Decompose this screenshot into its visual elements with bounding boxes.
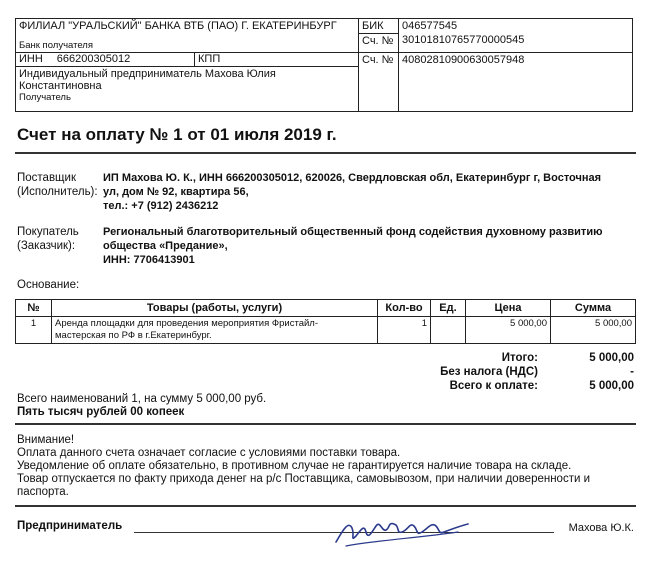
recipient-name-line1: Индивидуальный предприниматель Махова Юлия — [19, 68, 276, 81]
supplier-label: Поставщик — [17, 172, 76, 184]
col-unit-header: Ед. — [431, 300, 466, 317]
amount-due-label: Всего к оплате: — [449, 380, 538, 392]
row-name-cell — [52, 317, 378, 344]
row-num: 1 — [16, 317, 52, 344]
col-price-header: Цена — [466, 300, 551, 317]
bank-name: ФИЛИАЛ "УРАЛЬСКИЙ" БАНКА ВТБ (ПАО) Г. ЕКАТЕРИНБУРГ — [19, 20, 337, 32]
col-sum-header: Сумма — [551, 300, 636, 317]
inn-value: 666200305012 — [56, 53, 131, 66]
inn-label: ИНН — [19, 53, 43, 66]
supplier-line2: ул, дом № 92, квартира 56, — [103, 186, 249, 198]
notice-line2: Уведомление об оплате обязательно, в противном случае не гарантируется наличие товара на складе. — [17, 460, 572, 472]
buyer-label: Покупатель — [17, 226, 79, 238]
kpp-label: КПП — [198, 53, 221, 66]
vat-value: - — [630, 366, 634, 378]
bank-name-cell — [16, 19, 359, 53]
table-row — [16, 317, 636, 344]
account-value-cell — [399, 53, 633, 112]
notice-line4: паспорта. — [17, 486, 69, 498]
items-summary: Всего наименований 1, на сумму 5 000,00 руб. — [17, 393, 267, 405]
bik-corr-labels — [359, 19, 399, 53]
vat-label: Без налога (НДС) — [440, 366, 538, 378]
bik-value: 046577545 — [402, 20, 458, 32]
corr-account-value: 30101810765770000545 — [402, 34, 525, 46]
account-value: 40802810900630057948 — [402, 54, 525, 67]
row-name-line2: мастерская по РФ в г.Екатеринбург. — [55, 330, 212, 341]
row-name-line1: Аренда площадки для проведения мероприятия Фристайл- — [55, 318, 319, 329]
buyer-label-sub: (Заказчик): — [17, 240, 76, 252]
col-qty-header: Кол-во — [378, 300, 431, 317]
col-name-header: Товары (работы, услуги) — [52, 300, 378, 317]
supplier-phone: тел.: +7 (912) 2436212 — [103, 200, 219, 212]
notice-heading: Внимание! — [17, 434, 75, 446]
goods-table — [15, 299, 636, 344]
row-price: 5 000,00 — [466, 317, 551, 344]
amount-in-words: Пять тысяч рублей 00 копеек — [17, 406, 185, 418]
recipient-cell — [16, 53, 359, 112]
row-unit — [431, 317, 466, 344]
supplier-label-sub: (Исполнитель): — [17, 186, 98, 198]
total-value: 5 000,00 — [589, 352, 634, 364]
bik-label: БИК — [359, 19, 398, 34]
notice-underline — [15, 505, 636, 507]
buyer-line1: Региональный благотворительный общественный фонд содействия духовному развитию — [103, 226, 603, 238]
bank-requisites-table — [15, 18, 633, 112]
signature-label: Предприниматель — [17, 520, 123, 532]
bik-corr-values — [399, 19, 633, 53]
invoice-title: Счет на оплату № 1 от 01 июля 2019 г. — [17, 125, 337, 144]
amount-due-value: 5 000,00 — [589, 380, 634, 392]
recipient-caption: Получатель — [19, 92, 71, 104]
row-qty: 1 — [378, 317, 431, 344]
account-label: Сч. № — [362, 54, 394, 67]
summary-underline — [15, 423, 636, 425]
buyer-inn: ИНН: 7706413901 — [103, 254, 195, 266]
handwritten-signature — [328, 502, 478, 552]
supplier-line1: ИП Махова Ю. К., ИНН 666200305012, 620026, Свердловская обл, Екатеринбург г, Восточная — [103, 172, 602, 184]
title-underline — [15, 152, 636, 154]
corr-account-label: Сч. № — [362, 35, 394, 47]
signatory-name: Махова Ю.К. — [568, 522, 634, 534]
notice-line3: Товар отпускается по факту прихода денег на р/с Поставщика, самовывозом, при наличии доверенности и — [17, 473, 591, 485]
recipient-name-line2: Константиновна — [19, 80, 102, 93]
account-label-cell — [359, 53, 399, 112]
basis-label: Основание: — [17, 279, 80, 291]
total-label: Итого: — [501, 352, 538, 364]
col-num-header: № — [16, 300, 52, 317]
goods-header-row — [16, 300, 636, 317]
bank-caption: Банк получателя — [19, 40, 93, 52]
row-sum: 5 000,00 — [551, 317, 636, 344]
notice-line1: Оплата данного счета означает согласие с условиями поставки товара. — [17, 447, 401, 459]
buyer-line2: общества «Предание», — [103, 240, 228, 252]
